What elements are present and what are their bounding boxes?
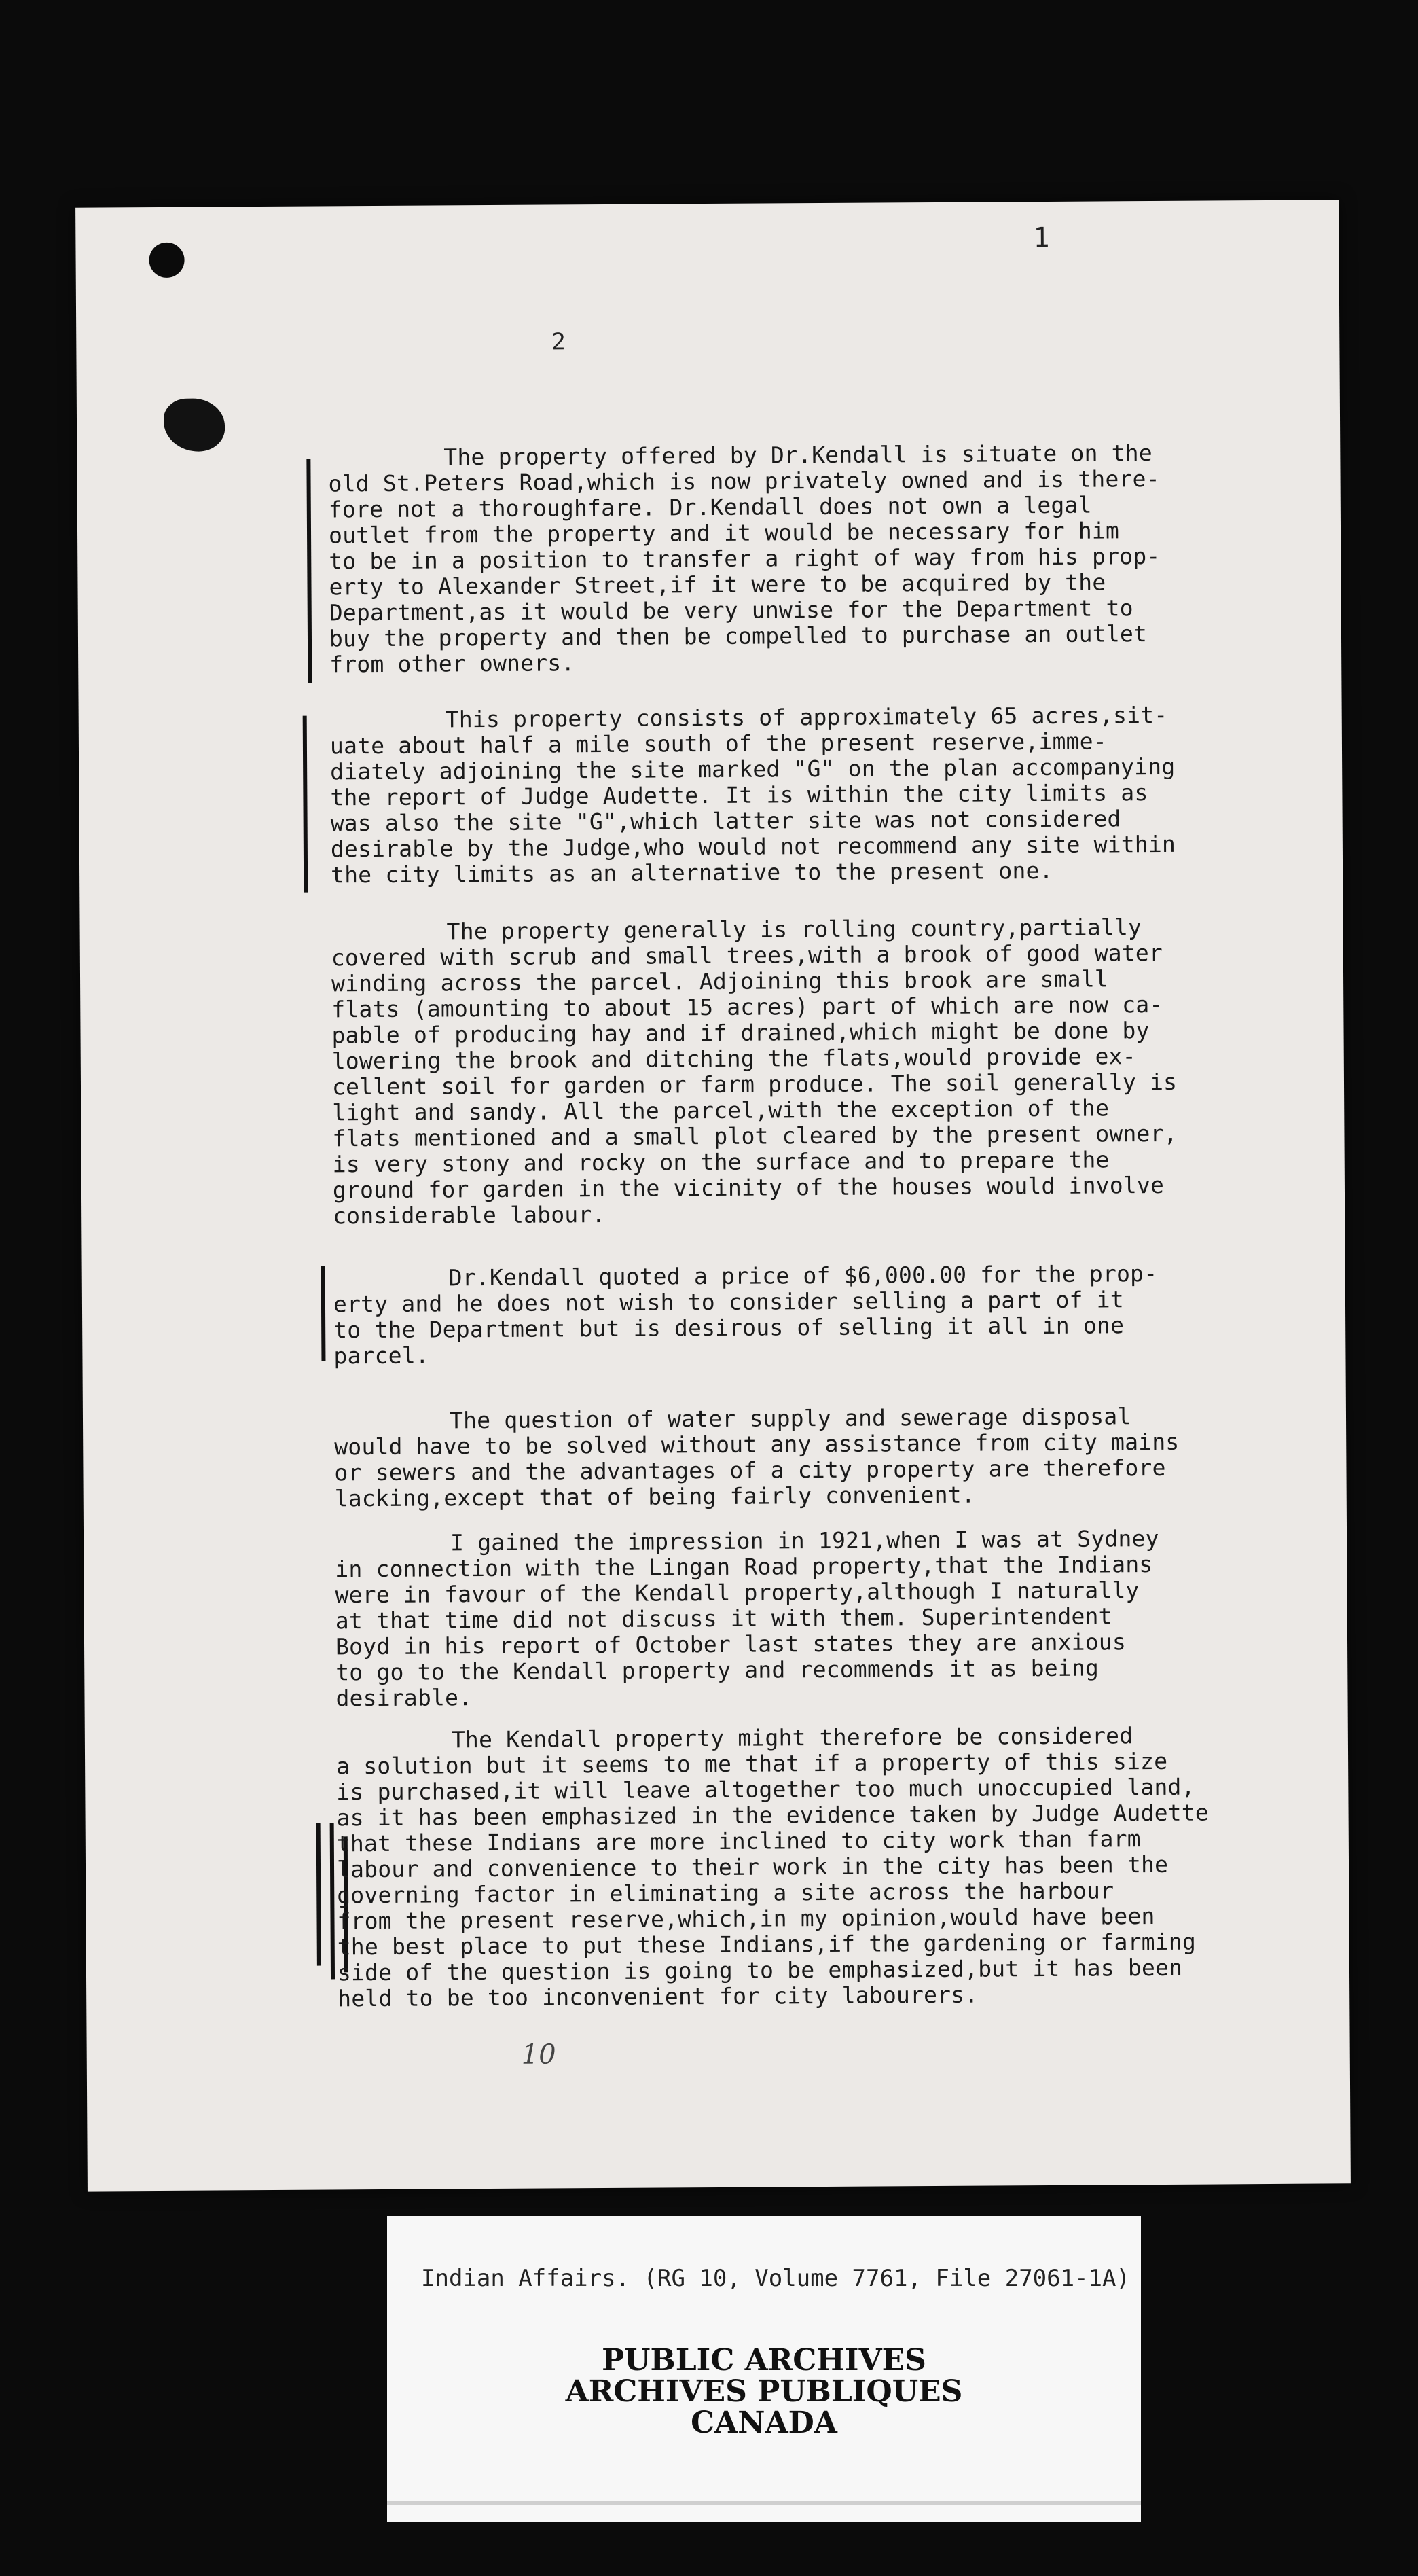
margin-line: [321, 1266, 326, 1361]
paragraph-6: I gained the impression in 1921,when I was at Sydney in connection with the Lingan Road property,that the Indians were in favour of the Kendall property,although I naturally at that time did not discuss it with them. Superintendent Boyd in his report of October last states they are anxious to go to the Kendall property and recommends it as being desirable.: [335, 1524, 1159, 1712]
paragraph-4: Dr.Kendall quoted a price of $6,000.00 for the prop- erty and he does not wish to consider selling a part of it to the Department but is desirous of selling it all in one parcel.: [333, 1260, 1158, 1370]
archive-title-en: PUBLIC ARCHIVES: [602, 2343, 926, 2378]
document-page: [75, 200, 1351, 2191]
margin-line: [303, 716, 308, 893]
archive-stamp: [387, 2216, 1141, 2522]
margin-line: [316, 1823, 321, 1966]
corner-mark: 1: [1033, 221, 1050, 254]
paragraph-2: This property consists of approximately 65 acres,sit- uate about half a mile south of the present reserve,imme- diately adjoining the site marked "G" on the plan accompanying the report of Judge Audette. It is within the city limits as was also the site "G",which latter site was not considered desirable by the Judge,who would not recommend any site within the city limits as an alternative to the present one.: [329, 701, 1176, 889]
stamp-divider: [387, 2501, 1141, 2505]
margin-line: [306, 459, 312, 683]
paragraph-7: The Kendall property might therefore be considered a solution but it seems to me that if a property of this size is purchased,it will leave altogether too much unoccupied land, as it has been emphasized in the evidence taken by Judge Audette that these Indians are more inclined to city work than farm labour and convenience to their work in the city has been the governing factor in eliminating a site across the harbour from the present reserve,which,in my opinion,would have been the best place to put these Indians,if the gardening or farming side of the question is going to be emphasized,but it has been held to be too inconvenient for city labourers.: [336, 1722, 1210, 2012]
page-number: 2: [551, 328, 566, 356]
archive-reference: Indian Affairs. (RG 10, Volume 7761, File 27061-1A): [421, 2265, 1130, 2292]
handwritten-mark: 10: [521, 2039, 556, 2071]
punch-hole: [149, 243, 184, 278]
paragraph-1: The property offered by Dr.Kendall is situate on the old St.Peters Road,which is now privately owned and is there- fore not a thoroughfare. Dr.Kendall does not own a legal outlet from the property and it would be necessary for him to be in a position to transfer a right of way from his prop- erty to Alexander Street,if it were to be acquired by the Department,as it would be very unwise for the Department to buy the property and then be compelled to purchase an outlet from other owners.: [328, 440, 1161, 678]
archive-country: CANADA: [691, 2405, 837, 2440]
margin-line: [330, 1823, 335, 1979]
ink-blot: [164, 398, 225, 452]
archive-title-fr: ARCHIVES PUBLIQUES: [565, 2374, 963, 2409]
paragraph-3: The property generally is rolling country,partially covered with scrub and small trees,with a brook of good water winding across the parcel. Adjoining this brook are small flats (amounting to about 15 acres) part of which are now ca- pable of producing hay and if drained,which might be done by lowering the brook and ditching the flats,would provide ex- cellent soil for garden or farm produce. The soil generally is light and sandy. All the parcel,with the exception of the flats mentioned and a small plot cleared by the present owner, is very stony and rocky on the surface and to prepare the ground for garden in the vicinity of the houses would involve considerable labour.: [331, 914, 1178, 1230]
paragraph-5: The question of water supply and sewerage disposal would have to be solved without any assistance from city mains or sewers and the advantages of a city property are therefore lacking,except that of being fairly convenient.: [334, 1403, 1180, 1512]
